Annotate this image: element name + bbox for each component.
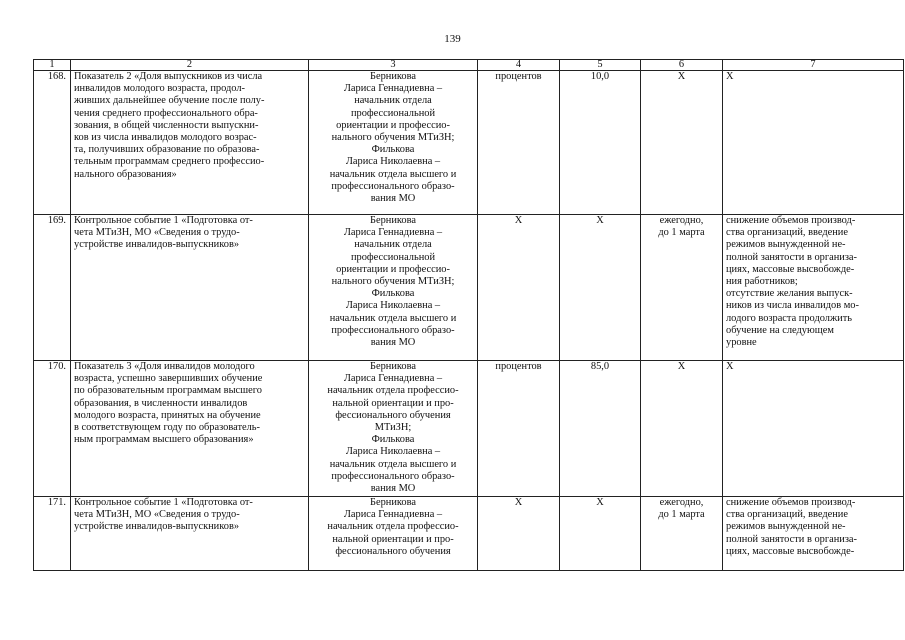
table-row xyxy=(34,497,904,571)
responsible-person-line: Филькова xyxy=(371,144,415,156)
risk-factors-line: циях, массовые высвобожде- xyxy=(726,545,855,557)
responsible-person-line: Лариса Николаевна – xyxy=(345,156,441,168)
risk-factors-line: ния работников; xyxy=(726,276,798,288)
target-value: Х xyxy=(560,497,641,571)
unit-of-measure: Х xyxy=(478,215,560,361)
risk-factors xyxy=(723,361,904,497)
reporting-period-line: до 1 марта xyxy=(658,227,705,239)
reporting-period-line: Х xyxy=(677,361,686,372)
indicator-description-line: тельным программам среднего профессио- xyxy=(74,156,265,168)
unit-of-measure: процентов xyxy=(478,361,560,497)
responsible-person-line: профессионального образо- xyxy=(331,324,455,336)
indicator-description-line: устройстве инвалидов-выпускников» xyxy=(74,521,240,533)
responsible-person-line: фессионального обучения xyxy=(335,409,451,421)
responsible-person-line: ориентации и профессио- xyxy=(336,119,450,131)
risk-factors xyxy=(723,215,904,361)
reporting-period-line: ежегодно, xyxy=(659,497,704,508)
responsible-person-line: вания МО xyxy=(370,483,416,495)
target-value: Х xyxy=(560,215,641,361)
risk-factors-line: лодого возраста продолжить xyxy=(726,312,852,324)
risk-factors xyxy=(723,497,904,571)
responsible-person-line: профессиональной xyxy=(350,251,436,263)
risk-factors-line: обучение на следующем xyxy=(726,324,834,336)
indicator-description-line: нального образования» xyxy=(74,168,177,180)
risk-factors-line: режимов вынужденной не- xyxy=(726,521,846,533)
responsible-person-line: начальник отдела высшего и xyxy=(329,168,457,180)
responsible-person-line: Лариса Геннадиевна – xyxy=(343,509,443,521)
responsible-person-line: профессиональной xyxy=(350,107,436,119)
row-number: 171. xyxy=(34,497,71,571)
row-number: 169. xyxy=(34,215,71,361)
responsible-person-line: Лариса Геннадиевна – xyxy=(343,83,443,95)
responsible-person xyxy=(309,361,478,497)
indicator-description-line: инвалидов молодого возраста, продол- xyxy=(74,83,245,95)
responsible-person xyxy=(309,71,478,215)
indicator-description-line: образования, в численности инвалидов xyxy=(74,397,248,409)
indicator-description-line: Контрольное событие 1 «Подготовка от- xyxy=(74,215,253,226)
responsible-person-line: Лариса Николаевна – xyxy=(345,300,441,312)
table-row xyxy=(34,215,904,361)
responsible-person-line: начальник отдела высшего и xyxy=(329,458,457,470)
responsible-person-line: нального обучения МТиЗН; xyxy=(331,132,455,144)
responsible-person-line: профессионального образо- xyxy=(331,470,455,482)
risk-factors-line: отсутствие желания выпуск- xyxy=(726,288,853,300)
reporting-period-line: до 1 марта xyxy=(658,509,705,521)
reporting-period xyxy=(641,361,723,497)
responsible-person xyxy=(309,497,478,571)
responsible-person-line: Берникова xyxy=(370,497,416,508)
risk-factors-line: уровне xyxy=(726,337,757,349)
reporting-period xyxy=(641,71,723,215)
indicator-description-line: чения среднего профессионального обра- xyxy=(74,107,258,119)
responsible-person-line: Лариса Геннадиевна – xyxy=(343,373,443,385)
responsible-person-line: ориентации и профессио- xyxy=(336,263,450,275)
page-number: 139 xyxy=(444,33,461,45)
risk-factors-line: ства организаций, введение xyxy=(726,509,848,521)
responsible-person-line: начальник отдела профессио- xyxy=(327,521,459,533)
unit-of-measure: процентов xyxy=(478,71,560,215)
unit-of-measure: Х xyxy=(478,497,560,571)
risk-factors-line: снижение объемов производ- xyxy=(726,497,856,508)
indicator-description-line: живших дальнейшее обучение после полу- xyxy=(74,95,265,107)
risk-factors-line: циях, массовые высвобожде- xyxy=(726,263,855,275)
table-row xyxy=(34,71,904,215)
indicator-description-line: молодого возраста, принятых на обучение xyxy=(74,409,261,421)
row-number: 168. xyxy=(34,71,71,215)
responsible-person-line: нальной ориентации и про- xyxy=(332,533,454,545)
table-row xyxy=(34,361,904,497)
responsible-person-line: Филькова xyxy=(371,288,415,300)
indicator-description-line: чета МТиЗН, МО «Сведения о трудо- xyxy=(74,227,240,239)
risk-factors xyxy=(723,71,904,215)
header-row xyxy=(34,60,904,71)
responsible-person-line: Лариса Николаевна – xyxy=(345,446,441,458)
reporting-period xyxy=(641,497,723,571)
indicator-description-line: по образовательным программам высшего xyxy=(74,385,262,397)
responsible-person-line: начальник отдела xyxy=(354,95,432,107)
indicator-description-line: Показатель 2 «Доля выпускников из числа xyxy=(74,71,263,82)
document-table xyxy=(33,59,904,571)
header-col-7: 7 xyxy=(723,60,904,71)
risk-factors-line: режимов вынужденной не- xyxy=(726,239,846,251)
responsible-person-line: начальник отдела высшего и xyxy=(329,312,457,324)
indicator-description xyxy=(71,361,309,497)
responsible-person-line: нального обучения МТиЗН; xyxy=(331,276,455,288)
reporting-period-line: Х xyxy=(677,71,686,82)
header-col-4: 4 xyxy=(478,60,560,71)
indicator-description-line: Контрольное событие 1 «Подготовка от- xyxy=(74,497,253,508)
responsible-person-line: Лариса Геннадиевна – xyxy=(343,227,443,239)
responsible-person-line: начальник отдела xyxy=(354,239,432,251)
risk-factors-line: ников из числа инвалидов мо- xyxy=(726,300,859,312)
risk-factors-line: Х xyxy=(726,361,734,372)
row-number: 170. xyxy=(34,361,71,497)
indicator-description xyxy=(71,497,309,571)
risk-factors-line: снижение объемов производ- xyxy=(726,215,856,226)
indicator-description-line: Показатель 3 «Доля инвалидов молодого xyxy=(74,361,255,372)
responsible-person-line: вания МО xyxy=(370,193,416,205)
responsible-person xyxy=(309,215,478,361)
indicator-description-line: зования, в общей численности выпускни- xyxy=(74,119,259,131)
indicator-description-line: возраста, успешно завершивших обучение xyxy=(74,373,263,385)
indicator-description-line: ков из числа инвалидов молодого возрас- xyxy=(74,132,257,144)
target-value: 10,0 xyxy=(560,71,641,215)
indicator-description xyxy=(71,71,309,215)
responsible-person-line: Берникова xyxy=(370,361,416,372)
responsible-person-line: профессионального образо- xyxy=(331,180,455,192)
indicator-description-line: чета МТиЗН, МО «Сведения о трудо- xyxy=(74,509,240,521)
responsible-person-line: МТиЗН; xyxy=(374,422,412,434)
target-value: 85,0 xyxy=(560,361,641,497)
header-col-2: 2 xyxy=(71,60,309,71)
responsible-person-line: начальник отдела профессио- xyxy=(327,385,459,397)
risk-factors-line: полной занятости в организа- xyxy=(726,251,858,263)
indicator-description-line: устройстве инвалидов-выпускников» xyxy=(74,239,240,251)
reporting-period-line: ежегодно, xyxy=(659,215,704,226)
risk-factors-line: Х xyxy=(726,71,734,82)
header-col-1: 1 xyxy=(34,60,71,71)
header-col-3: 3 xyxy=(309,60,478,71)
responsible-person-line: вания МО xyxy=(370,337,416,349)
responsible-person-line: нальной ориентации и про- xyxy=(332,397,454,409)
header-col-6: 6 xyxy=(641,60,723,71)
indicator-description-line: та, получивших образование по образова- xyxy=(74,144,260,156)
responsible-person-line: Берникова xyxy=(370,215,416,226)
responsible-person-line: Берникова xyxy=(370,71,416,82)
responsible-person-line: Филькова xyxy=(371,434,415,446)
indicator-description xyxy=(71,215,309,361)
header-col-5: 5 xyxy=(560,60,641,71)
risk-factors-line: ства организаций, введение xyxy=(726,227,848,239)
risk-factors-line: полной занятости в организа- xyxy=(726,533,858,545)
indicator-description-line: в соответствующем году по образователь- xyxy=(74,422,260,434)
indicator-description-line: ным программам высшего образования» xyxy=(74,434,254,446)
responsible-person-line: фессионального обучения xyxy=(335,545,451,557)
reporting-period xyxy=(641,215,723,361)
